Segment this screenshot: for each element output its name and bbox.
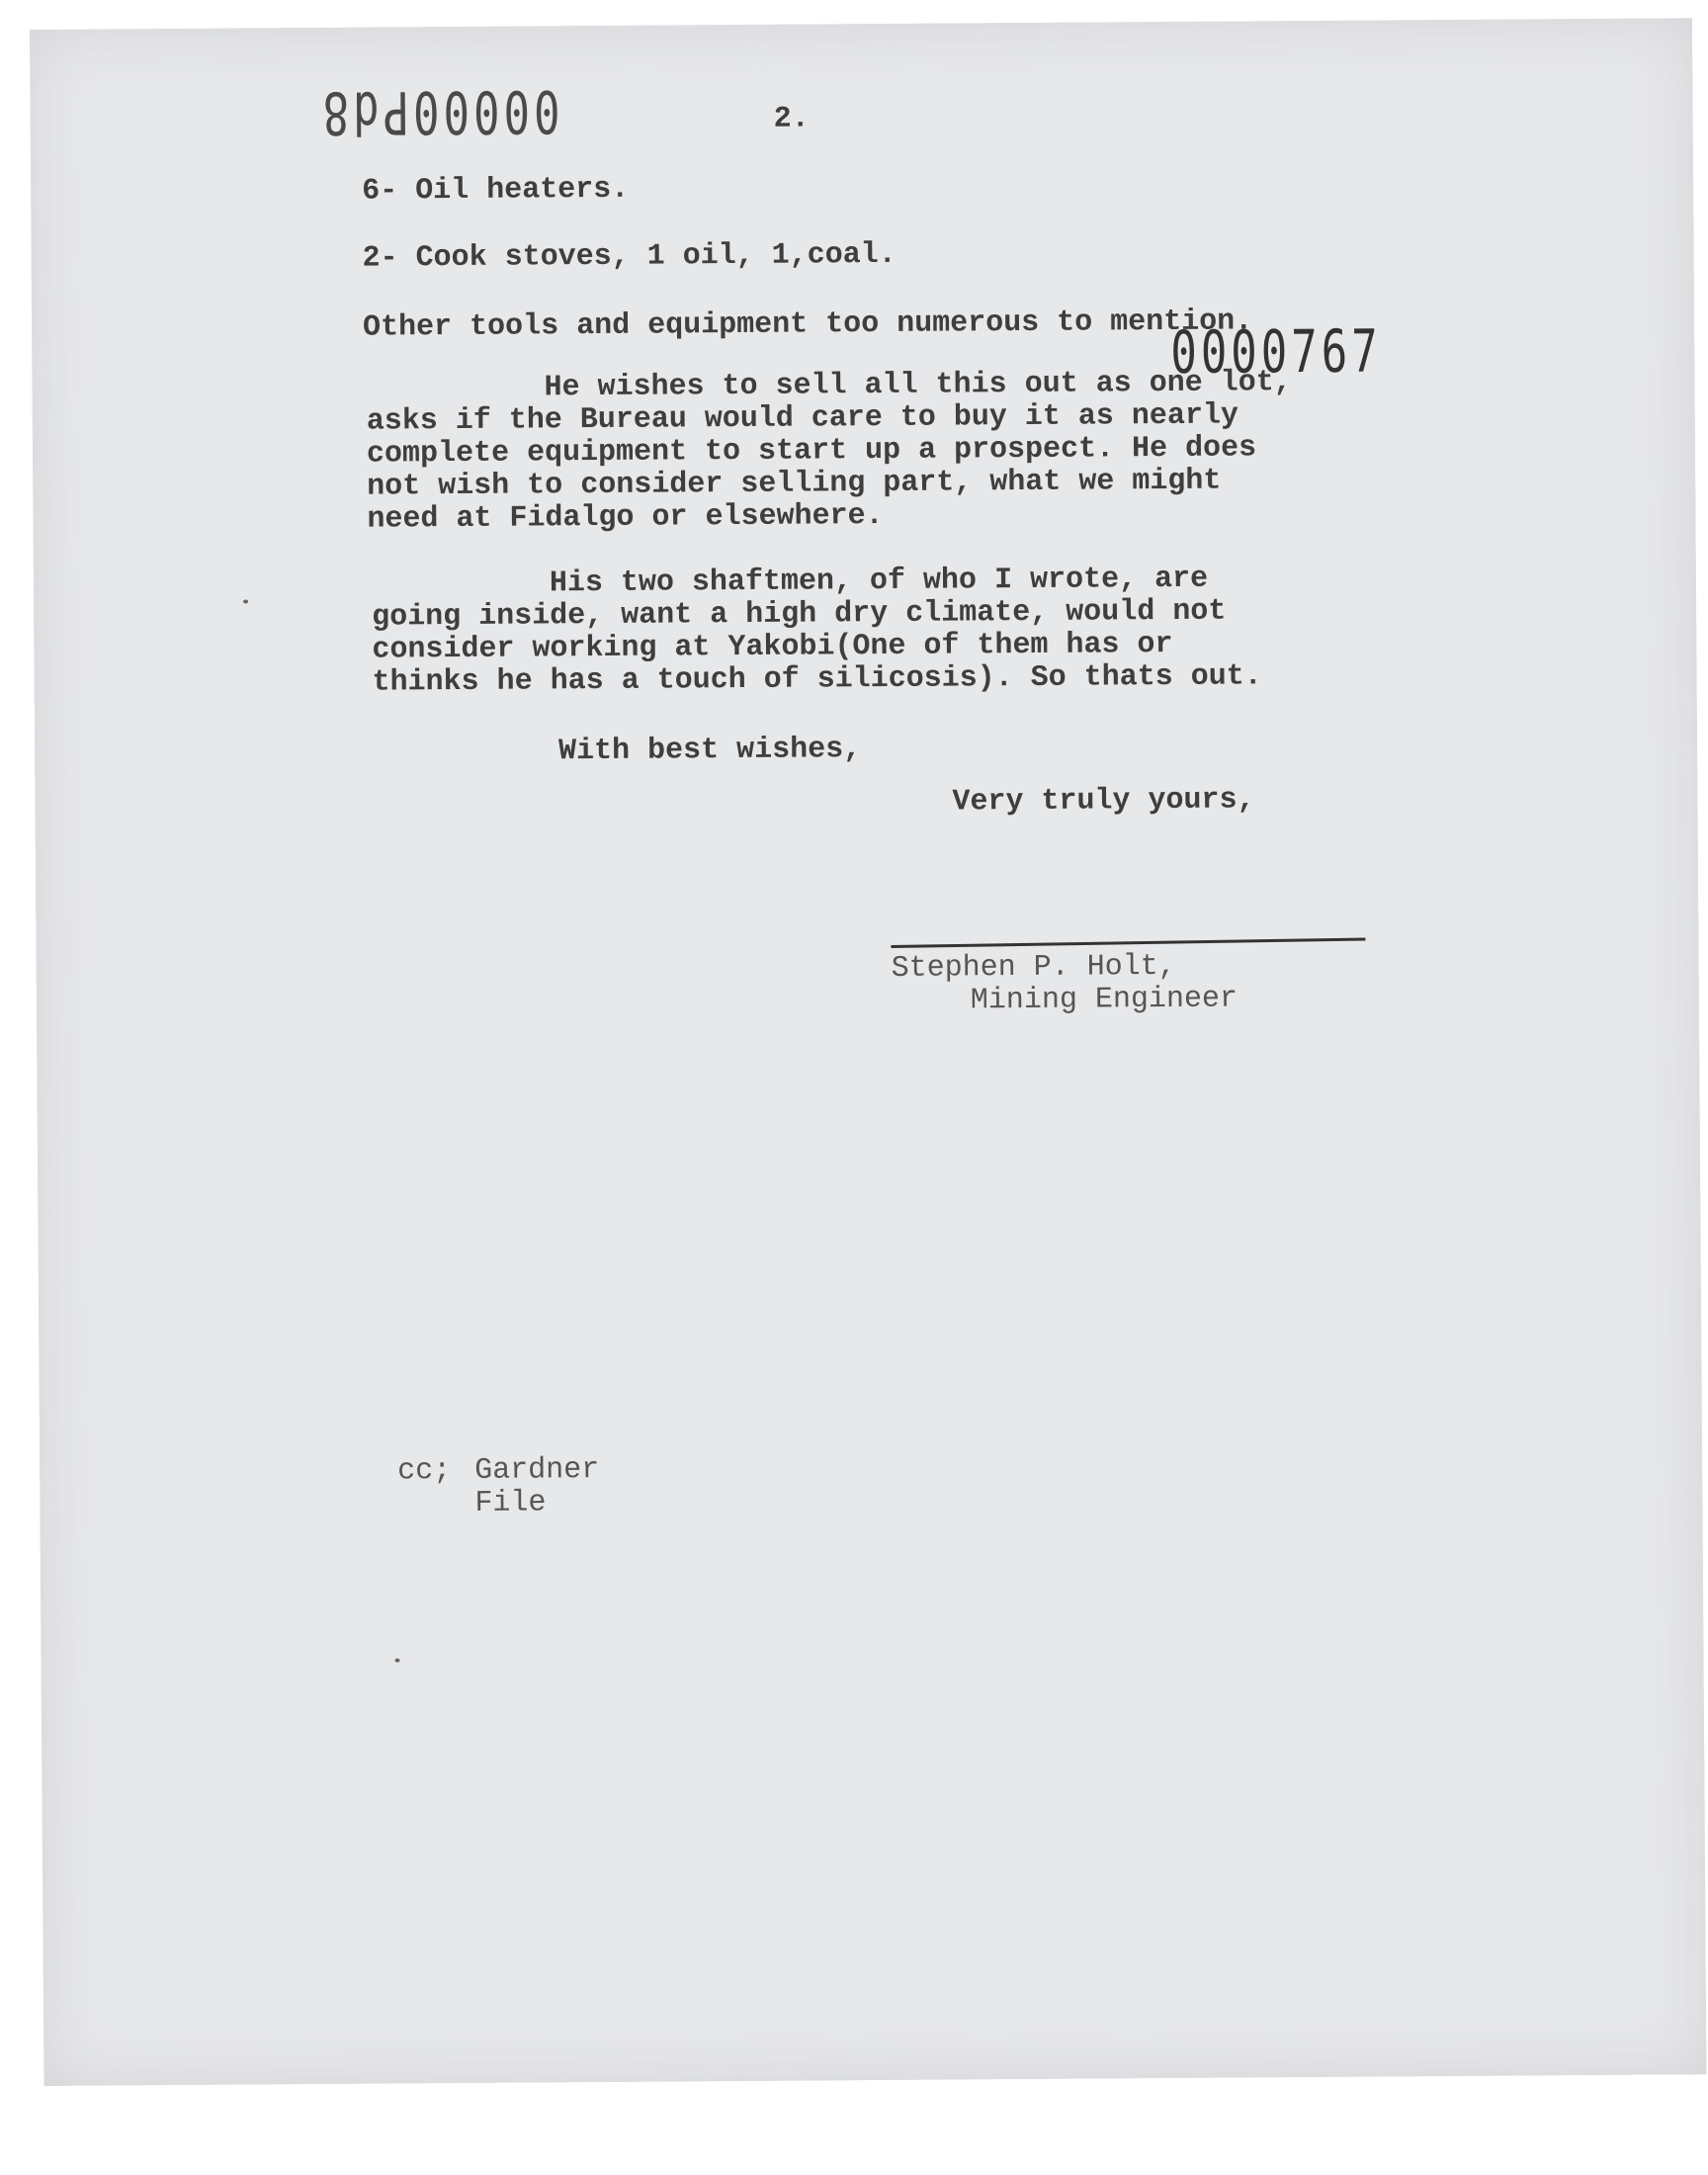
paragraph-1-line-2: asks if the Bureau would care to buy it as nearly: [366, 398, 1239, 439]
letter-page: [30, 18, 1706, 2086]
item-cook-stoves: 2- Cook stoves, 1 oil, 1,coal.: [362, 237, 897, 276]
paragraph-1-line-4: not wish to consider selling part, what we might: [367, 464, 1222, 504]
signature-title: Mining Engineer: [970, 982, 1238, 1018]
archive-stamp-right: 0000767: [1170, 317, 1382, 388]
paper-speck: [395, 1658, 400, 1662]
closing-valediction: Very truly yours,: [952, 783, 1255, 820]
paragraph-2-line-3: consider working at Yakobi(One of them has or: [372, 627, 1173, 667]
paragraph-1-line-5: need at Fidalgo or elsewhere.: [367, 498, 884, 537]
paragraph-1-line-3: complete equipment to start up a prospect. He does: [366, 431, 1257, 472]
other-tools-line: Other tools and equipment too numerous to mention.: [362, 304, 1253, 345]
closing-wishes: With best wishes,: [557, 733, 862, 769]
paper-speck: [243, 599, 248, 603]
cc-recipient-gardner: Gardner: [474, 1453, 600, 1488]
page-number: 2.: [773, 102, 810, 136]
paragraph-1-line-1: He wishes to sell all this out as one lot,: [366, 366, 1292, 406]
cc-recipient-file: File: [474, 1486, 547, 1521]
cc-label: cc;: [397, 1454, 452, 1489]
paragraph-2-line-2: going inside, want a high dry climate, would not: [372, 594, 1227, 635]
paragraph-2-line-4: thinks he has a touch of silicosis). So thats out.: [372, 659, 1262, 700]
archive-stamp-top: 00000Pd8: [318, 76, 560, 146]
signature-line: [891, 937, 1365, 948]
signature-name: Stephen P. Holt,: [891, 949, 1176, 986]
item-oil-heaters: 6- Oil heaters.: [362, 172, 630, 209]
paragraph-2-line-1: His two shaftmen, of who I wrote, are: [371, 562, 1209, 602]
